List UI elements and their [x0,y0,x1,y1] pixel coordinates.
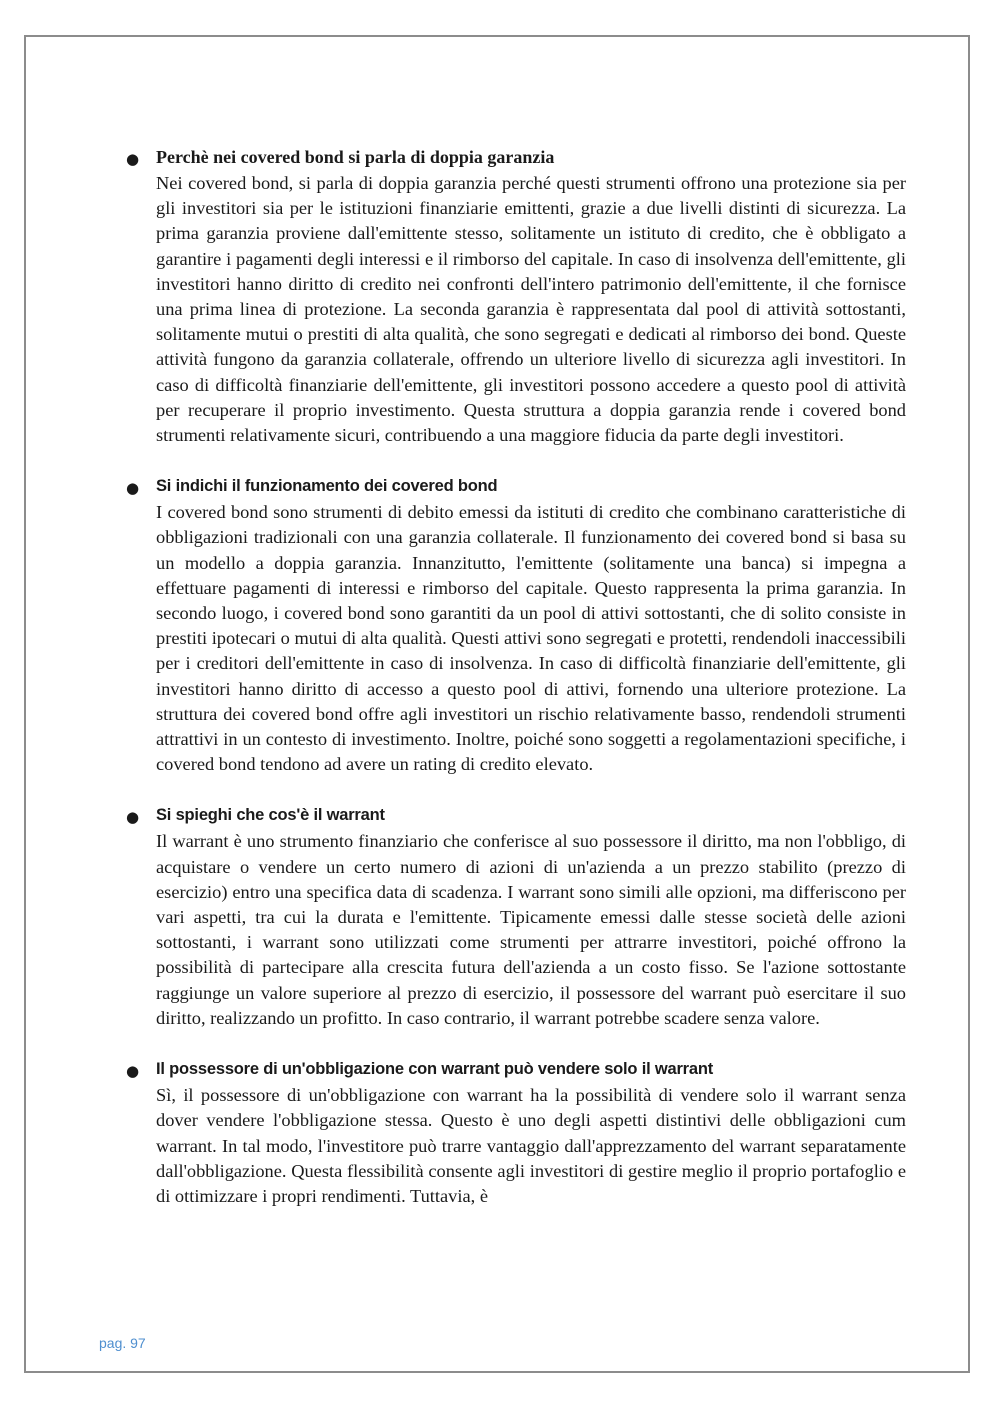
section-heading: Si spieghi che cos'è il warrant [156,806,385,825]
bullet-icon: ● [126,808,140,827]
section-warrant [124,804,906,1031]
section-paragraph: I covered bond sono strumenti di debito emessi da istituti di credito che combinano caratteristiche di obbligazioni tradizionali con una garanzia collaterale. Il funzionamento dei covered bond si basa su un modello a doppia garanzia. Innanzitutto, l'emittente (solitamente una banca) si impegna a effettuare pagamenti di interessi e rimborso del capitale. Questo rappresenta la prima garanzia. In secondo luogo, i covered bond sono garantiti da un pool di attivi sottostanti, che di solito consiste in prestiti ipotecari o mutui di alta qualità. Questi attivi sono segregati e protetti, rendendoli inaccessibili per i creditori dell'emittente in caso di insolvenza. In caso di difficoltà finanziarie dell'emittente, gli investitori hanno diritto di accesso a questo pool di attivi, fornendo una ulteriore protezione. La struttura dei covered bond offre agli investitori un rischio relativamente basso, rendendoli strumenti attrattivi in un contesto di investimento. Inoltre, poiché sono soggetti a regolamentazioni specifiche, i covered bond tendono ad avere un rating di credito elevato. [156,502,906,775]
section-paragraph: Nei covered bond, si parla di doppia garanzia perché questi strumenti offrono una protezione sia per gli investitori sia per le istituzioni finanziarie emittenti, grazie a due livelli distinti di sicurezza. La prima garanzia proviene dall'emittente stesso, solitamente un istituto di credito, che è obbligato a garantire i pagamenti degli interessi e il rimborso del capitale. In caso di insolvenza dell'emittente, gli investitori hanno diritto di credito nei confronti dell'intero patrimonio dell'emittente, il che fornisce una prima linea di protezione. La seconda garanzia è rappresentata dal pool di attività sottostanti, solitamente mutui o prestiti di alta qualità, che sono segregati e dedicati al rimborso dei bond. Queste attività fungono da garanzia collaterale, offrendo un ulteriore livello di sicurezza agli investitori. In caso di difficoltà finanziarie dell'emittente, gli investitori possono accedere a questo pool di attività per recuperare il proprio investimento. Questa struttura a doppia garanzia rende i covered bond strumenti relativamente sicuri, contribuendo a una maggiore fiducia da parte degli investitori. [156,173,906,446]
page-number: pag. 97 [99,1335,146,1351]
section-vendita-warrant [124,1058,906,1209]
section-heading: Il possessore di un'obbligazione con warrant può vendere solo il warrant [156,1060,714,1079]
section-doppia-garanzia [124,146,906,448]
section-heading: Si indichi il funzionamento dei covered bond [156,477,498,496]
bullet-icon: ● [126,479,140,498]
section-paragraph: Il warrant è uno strumento finanziario che conferisce al suo possessore il diritto, ma non l'obbligo, di acquistare o vendere un certo numero di azioni di un'azienda a un prezzo stabilito (prezzo di esercizio) entro una specifica data di scadenza. I warrant sono simili alle opzioni, ma differiscono per vari aspetti, tra cui la durata e l'emittente. Tipicamente emessi dalle stesse società delle azioni sottostanti, i warrant sono utilizzati come strumenti per attrarre investitori, poiché offrono la possibilità di partecipare alla crescita futura dell'azienda a un costo fisso. Se l'azione sottostante raggiunge un valore superiore al prezzo di esercizio, il possessore del warrant può esercitare il suo diritto, realizzando un profitto. In caso contrario, il warrant potrebbe scadere senza valore. [156,831,906,1028]
section-heading: Perchè nei covered bond si parla di doppia garanzia [156,147,555,167]
section-funzionamento-covered-bond [124,475,906,777]
section-paragraph: Sì, il possessore di un'obbligazione con warrant ha la possibilità di vendere solo il warrant senza dover vendere l'obbligazione stessa. Questo è uno degli aspetti distintivi delle obbligazioni cum warrant. In tal modo, l'investitore può trarre vantaggio dall'apprezzamento del warrant separatamente dall'obbligazione. Questa flessibilità consente agli investitori di gestire meglio il proprio portafoglio e di ottimizzare i propri rendimenti. Tuttavia, è [156,1085,906,1206]
document-body [124,146,906,1236]
bullet-icon: ● [126,150,140,168]
bullet-icon: ● [126,1062,140,1081]
